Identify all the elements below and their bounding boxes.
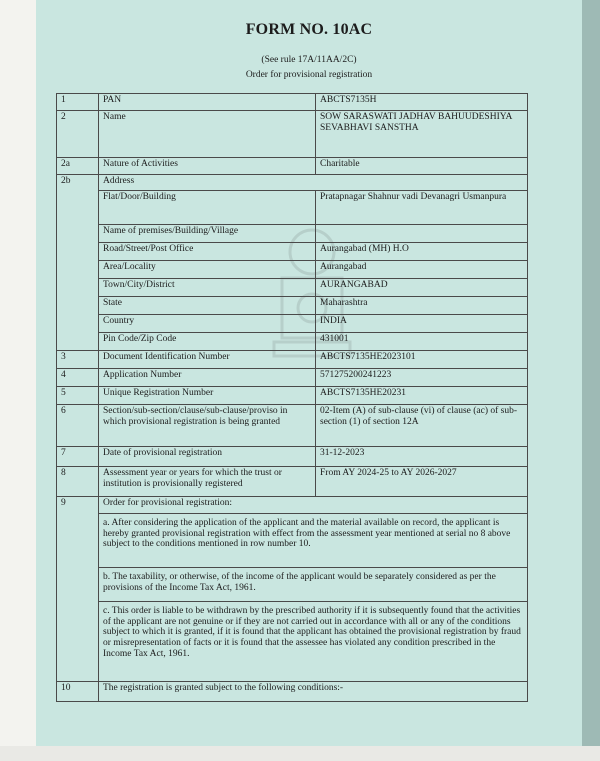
table-row bbox=[57, 467, 528, 497]
area-value: Aurangabad bbox=[316, 261, 528, 279]
row-label: Pin Code/Zip Code bbox=[99, 333, 316, 351]
table-row bbox=[57, 568, 528, 602]
order-clause-a bbox=[99, 514, 528, 568]
flat-value: Pratapnagar Shahnur vadi Devanagri Usmanpura bbox=[316, 191, 528, 225]
row-label: Name of premises/Building/Village bbox=[99, 225, 316, 243]
order-clause-b bbox=[99, 568, 528, 602]
form-subtitle: Order for provisional registration bbox=[245, 70, 373, 80]
row-number: 7 bbox=[57, 447, 99, 467]
table-row bbox=[57, 682, 528, 702]
table-row bbox=[57, 261, 528, 279]
row-label: Section/sub-section/clause/sub-clause/proviso in which provisional registration is being granted bbox=[99, 405, 316, 447]
table-row bbox=[57, 279, 528, 297]
registration-table bbox=[56, 93, 528, 702]
row-label: Flat/Door/Building bbox=[99, 191, 316, 225]
scanner-margin-right bbox=[582, 0, 600, 761]
table-row bbox=[57, 333, 528, 351]
row-label: Name bbox=[99, 111, 316, 158]
row-number: 5 bbox=[57, 387, 99, 405]
table-row bbox=[57, 191, 528, 225]
row-number: 4 bbox=[57, 369, 99, 387]
row-number: 9 bbox=[57, 497, 99, 682]
name-value: SOW SARASWATI JADHAV BAHUUDESHIYA SEVABHAVI SANSTHA bbox=[316, 111, 528, 158]
row-label: Nature of Activities bbox=[99, 158, 316, 175]
row-number: 1 bbox=[57, 94, 99, 111]
table-row bbox=[57, 315, 528, 333]
order-clause-a-text: a. After considering the application of the applicant and the material available on record, the applicant is hereby granted provisional registration with effect from the assessment year mentioned at serial no 8 above subject to the conditions mentioned in row number 10. bbox=[103, 518, 511, 550]
table-row bbox=[57, 351, 528, 369]
row-number: 6 bbox=[57, 405, 99, 447]
urn-value: ABCTS7135HE20231 bbox=[316, 387, 528, 405]
table-row bbox=[57, 225, 528, 243]
scanner-margin-left bbox=[0, 0, 36, 761]
table-row bbox=[57, 602, 528, 682]
order-clause-b-text: b. The taxability, or otherwise, of the income of the applicant would be separately considered as per the provisions of the Income Tax Act, 1961. bbox=[103, 572, 496, 593]
row-label: Town/City/District bbox=[99, 279, 316, 297]
table-row bbox=[57, 158, 528, 175]
section-value: 02-Item (A) of sub-clause (vi) of clause (ac) of sub-section (1) of section 12A bbox=[316, 405, 528, 447]
row-number: 3 bbox=[57, 351, 99, 369]
row-label: Road/Street/Post Office bbox=[99, 243, 316, 261]
row-label: Assessment year or years for which the trust or institution is provisionally registered bbox=[99, 467, 316, 497]
row-label: Country bbox=[99, 315, 316, 333]
rule-reference: (See rule 17A/11AA/2C) bbox=[261, 55, 357, 65]
row-number: 2a bbox=[57, 158, 99, 175]
premises-value bbox=[316, 225, 528, 243]
assessment-year-value: From AY 2024-25 to AY 2026-2027 bbox=[316, 467, 528, 497]
table-row bbox=[57, 405, 528, 447]
order-clause-c bbox=[99, 602, 528, 682]
date-value: 31-12-2023 bbox=[316, 447, 528, 467]
table-row bbox=[57, 447, 528, 467]
activities-value: Charitable bbox=[316, 158, 528, 175]
row-label: Unique Registration Number bbox=[99, 387, 316, 405]
table-row bbox=[57, 297, 528, 315]
order-clause-c-text: c. This order is liable to be withdrawn by the prescribed authority if it is subsequently found that the activities of the applicant are not genuine or if they are not carried out in accordance with all or any of the conditions subject to which it is granted, if it is found that the applicant has obtained the provisional registration by fraud or misrepresentation of facts or it is found that the assessee has violated any condition prescribed in the Income Tax Act, 1961. bbox=[103, 606, 521, 659]
country-value: INDIA bbox=[316, 315, 528, 333]
row-number: 2 bbox=[57, 111, 99, 158]
town-value: AURANGABAD bbox=[316, 279, 528, 297]
pin-value: 431001 bbox=[316, 333, 528, 351]
row-label: PAN bbox=[99, 94, 316, 111]
row-label: Document Identification Number bbox=[99, 351, 316, 369]
scanner-margin-bottom bbox=[0, 746, 600, 761]
form-title: FORM NO. 10AC bbox=[245, 21, 373, 38]
pan-value: ABCTS7135H bbox=[316, 94, 528, 111]
row-number: 10 bbox=[57, 682, 99, 702]
state-value: Maharashtra bbox=[316, 297, 528, 315]
table-row bbox=[57, 94, 528, 111]
application-value: 571275200241223 bbox=[316, 369, 528, 387]
table-row bbox=[57, 369, 528, 387]
row-label: Date of provisional registration bbox=[99, 447, 316, 467]
road-value: Aurangabad (MH) H.O bbox=[316, 243, 528, 261]
row-label: State bbox=[99, 297, 316, 315]
table-row bbox=[57, 243, 528, 261]
table-row bbox=[57, 514, 528, 568]
row-label: Application Number bbox=[99, 369, 316, 387]
row-label: Area/Locality bbox=[99, 261, 316, 279]
row-number: 2b bbox=[57, 175, 99, 351]
row-label: The registration is granted subject to the following conditions:- bbox=[99, 682, 528, 702]
table-row bbox=[57, 175, 528, 191]
table-row bbox=[57, 111, 528, 158]
table-row bbox=[57, 497, 528, 514]
row-number: 8 bbox=[57, 467, 99, 497]
din-value: ABCTS7135HE2023101 bbox=[316, 351, 528, 369]
row-label: Order for provisional registration: bbox=[99, 497, 528, 514]
row-label: Address bbox=[99, 175, 528, 191]
table-row bbox=[57, 387, 528, 405]
